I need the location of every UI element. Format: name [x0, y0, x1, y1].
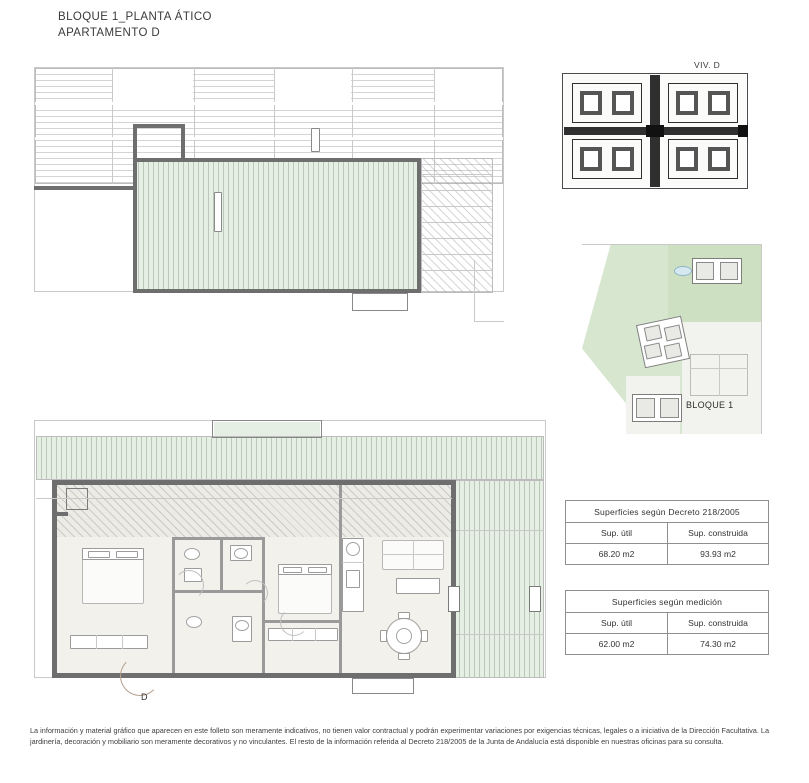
site-plan-block-label: BLOQUE 1	[686, 400, 734, 410]
table-value-util: 68.20 m2	[598, 549, 635, 559]
keyplan-drawing	[562, 73, 748, 189]
table-value-construida: 93.93 m2	[667, 544, 768, 564]
title-line-2: APARTAMENTO D	[58, 26, 161, 39]
table-col-header-util: Sup. útil	[566, 523, 667, 544]
site-plan-drawing	[582, 226, 762, 451]
title-line-1: BLOQUE 1_PLANTA ÁTICO	[58, 11, 212, 23]
page-title	[58, 10, 212, 41]
keyplan-label: VIV. D	[694, 60, 721, 70]
surface-table-medicion	[565, 590, 769, 655]
table-col-header-construida: Sup. construida	[667, 613, 768, 634]
table-header-row	[566, 613, 768, 634]
footer-disclaimer: La información y material gráfico que aparecen en este folleto son meramente indicativos, no tienen valor contractual y podrán experimentar variaciones por exigencias técnicas, legales o a iniciativa de la Dirección Facultativa. La jardinería, decoración y mobiliario son meramente decorativos y no vinculantes. El resto de la información referida al Decreto 218/2005 de la Junta de Andalucía está disponible en nuestras oficinas para su consulta.	[30, 726, 770, 747]
floor-plan-door-label: D	[141, 692, 148, 702]
table-header-row	[566, 523, 768, 544]
table-title: Superficies según Decreto 218/2005	[566, 501, 768, 523]
apartment-floor-plan	[34, 420, 554, 695]
table-value-util: 62.00 m2	[598, 639, 635, 649]
roof-plan-drawing	[34, 64, 514, 374]
table-row	[566, 634, 768, 654]
surface-table-decreto	[565, 500, 769, 565]
table-value-construida: 74.30 m2	[667, 634, 768, 654]
table-col-header-construida: Sup. construida	[667, 523, 768, 544]
table-row	[566, 544, 768, 564]
table-title: Superficies según medición	[566, 591, 768, 613]
table-col-header-util: Sup. útil	[566, 613, 667, 634]
